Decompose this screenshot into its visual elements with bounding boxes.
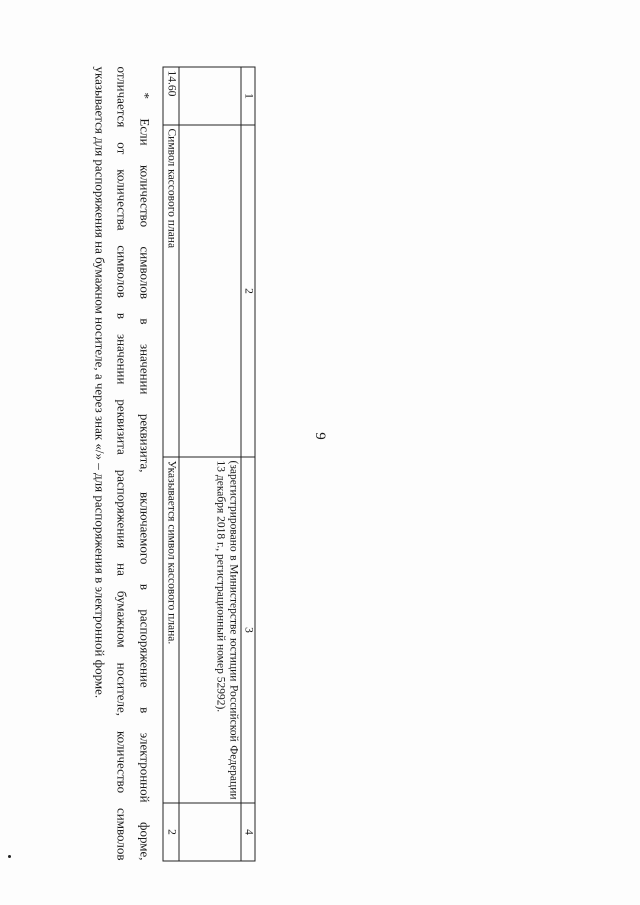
scan-artifact xyxy=(8,855,11,858)
footnote-line-3: указывается для распоряжения на бумажном носителе, а через знак «/» – для распоряжения в электронной форме. xyxy=(92,66,108,698)
table-header-row xyxy=(241,67,255,861)
row-chars-cell: 2 xyxy=(163,803,179,861)
table-row xyxy=(163,67,179,861)
row-code-cell xyxy=(179,67,241,125)
header-cell-2: 2 xyxy=(241,125,255,457)
row-description-cell: (зарегистрировано в Министерстве юстиции Российской Федерации 13 декабря 2018 г., регистрационный номер 52992). xyxy=(179,457,241,803)
row-description-cell: Указывается символ кассового плана. xyxy=(163,457,179,803)
footnote-line-2: отличается от количества символов в значении реквизита распоряжения на бумажном носителе, количество символов xyxy=(115,66,130,860)
row-code-cell: 14.60 xyxy=(163,67,179,125)
page-number: 9 xyxy=(312,432,328,440)
footnote-line-1: * Если количество символов в значении реквизита, включаемого в распоряжение в электронной форме, xyxy=(137,92,153,860)
footnote xyxy=(88,66,156,860)
rotated-content xyxy=(89,66,256,860)
header-cell-4: 4 xyxy=(241,803,255,861)
table-row xyxy=(179,67,241,861)
header-cell-1: 1 xyxy=(241,67,255,125)
row-chars-cell xyxy=(179,803,241,861)
requisites-table xyxy=(163,66,256,861)
row-name-cell xyxy=(179,125,241,457)
header-cell-3: 3 xyxy=(241,457,255,803)
row-name-cell: Символ кассового плана xyxy=(163,125,179,457)
